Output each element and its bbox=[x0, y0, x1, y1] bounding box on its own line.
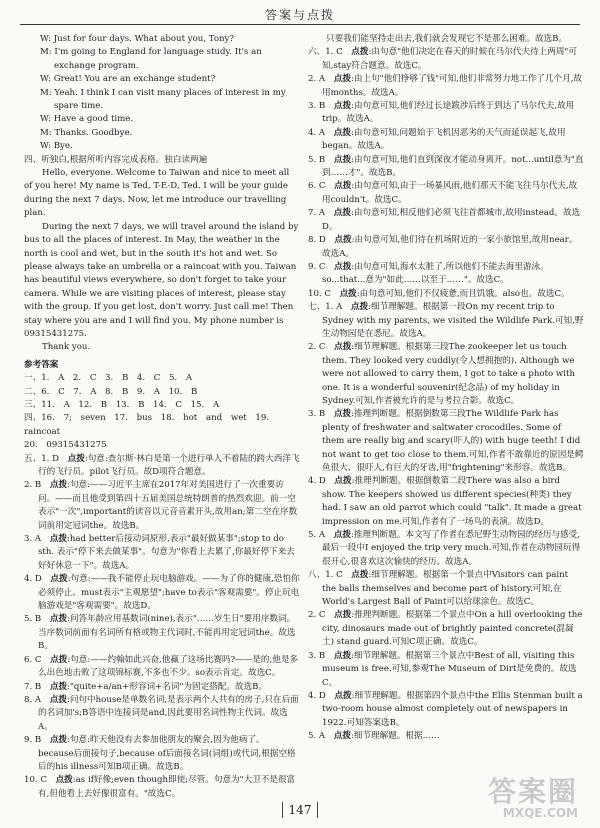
passage-paragraph: Thank you. bbox=[42, 342, 91, 353]
watermark-title: 答案圈 bbox=[487, 775, 578, 808]
hint-marker: 点拨 bbox=[49, 735, 68, 746]
answer-row: 一、1. A 2. C 3. B 4. C 5. A bbox=[24, 373, 193, 384]
hint-marker: 点拨 bbox=[50, 654, 68, 665]
page-number-label: 147 bbox=[282, 802, 319, 818]
answers-title: 参考答案 bbox=[24, 359, 59, 370]
answer-row: 20. 09315431275 bbox=[24, 440, 107, 451]
section-title: 四、听独白,根据所听内容完成表格。独白读两遍 bbox=[24, 154, 208, 165]
explanation-item: 5. B 点拨:由句意可知,他们直到深夜才能动身离开。not...until意为"直到……才"。故选B。 bbox=[308, 154, 584, 179]
explanation-item: 4. D 点拨:推理判断题。根据倒数第二段There was also a bird show. The keepers showed us different species(种类) they had. I saw an old parrot which could "talk". It made a great impression on me.可知,作者有了一场鸟的表演。故选D。 bbox=[308, 476, 582, 527]
hint-marker: 点拨 bbox=[49, 534, 67, 545]
explanation-item: 3. B 点拨:推理判断题。根据倒数第三段The Wildlife Park has plenty of freshwater and saltwater crocodiles. Some of them are really big and scary(吓人的) with huge teeth! I did not want to get too close to them.可知,作者不敢靠近的原因是鳄鱼很大、很吓人,有巨大的牙齿,用"frightening"来形容。故选B。 bbox=[308, 409, 584, 473]
explanation-item: 5. A 点拨:细节理解题。根据…… bbox=[308, 731, 440, 742]
explanation-list bbox=[308, 33, 584, 744]
hint-marker: 点拨 bbox=[334, 342, 352, 353]
hint-marker: 点拨 bbox=[334, 181, 352, 192]
explanation-item: 10. C 点拨:由句意可知,他们不仅疲惫,而且饥饿。also也。故选C。 bbox=[308, 288, 570, 299]
explanation-item: 7. A 点拨:由句意可知,相反他们必须飞往首都城市,故用instead。故选D。 bbox=[308, 208, 581, 232]
hint-marker: 点拨 bbox=[334, 476, 352, 487]
explanation-item: 五、1. D 点拨:句意:查尔斯·林白是第一个进行单人不着陆的跨大西洋飞行的飞行员。pilot飞行员。故D项符合题意。 bbox=[24, 453, 300, 477]
explanation-item: 2. C 点拨:推理判断题。根据第二个景点中On a hill overlooking the city, dinosaurs made out of brightly painted concrete(混凝土) stand guard.可知C项正确。故选C。 bbox=[308, 610, 583, 648]
explanation-item: 3. B 点拨:细节理解题。根据第三个景点中Best of all, visiting this museum is free.可知,参观The Museum of Dirt是免费的。故选C。 bbox=[308, 650, 577, 688]
explanation-item: 八、1. C 点拨:细节理解题。根据第一个景点中Visitors can paint the balls themselves and become part of history.可知,在World's Largest Ball of Paint可以给球涂色。故选C。 bbox=[308, 570, 569, 608]
hint-marker: 点拨 bbox=[351, 570, 369, 581]
hint-marker: 点拨 bbox=[333, 154, 352, 165]
explanation-item: 5. A 点拨:推理判断题。本文写了作者在悉尼野生动物园的经历与感受,最后一段中I enjoyed the trip very much.可知,作者在动物园玩得很开心,很喜欢这次愉快的经历。故选A。 bbox=[308, 530, 581, 567]
answer-row: 二、6. C 7. A 8. B 9. A 10. B bbox=[24, 386, 198, 397]
hint-marker: 点拨 bbox=[50, 574, 68, 585]
passage-paragraph: Hello, everyone. Welcome to Taiwan and nice to meet all of you here! My name is Ted, T-E-D, Ted. I will be your guide during the next 7 days. Now, let me introduce our travelling plan. bbox=[24, 168, 290, 219]
explanation-item: 3. B 点拨:由句意可知,他们经过长途跋涉后终于到达了马尔代夫,故用trip。故选A。 bbox=[308, 101, 575, 125]
explanation-item: 7. B 点拨:"quite+a/an+形容词+名词"为固定搭配。故选B。 bbox=[24, 681, 268, 692]
right-column bbox=[308, 33, 584, 744]
explanation-item: 10. C 点拨:as if好像;even though即使;尽管。句意为"大卫不是很富有,但他看上去好像很富有。"故选C。 bbox=[24, 775, 296, 799]
answer-row: 四、16. 7; seven 17. bus 18. hot and wet 19. raincoat bbox=[24, 413, 270, 437]
hint-marker: 点拨 bbox=[333, 101, 352, 112]
hint-marker: 点拨 bbox=[49, 681, 68, 692]
hint-marker: 点拨 bbox=[333, 74, 351, 85]
hint-marker: 点拨 bbox=[67, 453, 85, 464]
dialogue-line: W: Just for four days. What about you, Tony? bbox=[40, 34, 235, 44]
hint-marker: 点拨 bbox=[339, 288, 357, 299]
header-rule bbox=[20, 24, 580, 25]
explanation-item: 3. A 点拨:had better后接动词原形,表示"最好做某事";stop to do sth. 表示"停下来去做某事"。句意为"你看上去累了,你最好停下来去好好休息一下"。故选A。 bbox=[24, 534, 295, 571]
header-title: 答案与点拨 bbox=[264, 8, 335, 22]
dialogue-line: M: Yeah. I think I can visit many places of interest in my spare time. bbox=[40, 87, 286, 112]
explanation-item: 六、1. C 点拨:由句意"他们决定在春天的时候在马尔代夫待上两周"可知,stay符合题意。故选C。 bbox=[308, 47, 577, 71]
explanation-item: 只要我们能坚持走出去,我们就会发现它不是那么困难。故选B。 bbox=[326, 34, 568, 44]
hint-marker: 点拨 bbox=[350, 302, 369, 313]
hint-marker: 点拨 bbox=[334, 690, 352, 701]
explanation-item: 七、1. A 点拨:细节理解题。根据第一段On my recent trip to Sydney with my parents, we visited the Wildlife Park.可知,野生动物园是在悉尼。故选A。 bbox=[308, 302, 584, 339]
hint-marker: 点拨 bbox=[351, 47, 369, 58]
hint-marker: 点拨 bbox=[49, 480, 68, 491]
hint-marker: 点拨 bbox=[49, 694, 67, 705]
explanation-item: 6. C 点拨:句意:——约翰如此兴奋,他赢了这场比赛吗?——是的,他是多么出色地击败了这项锦标赛,不多也不少。so表示肯定。故选C。 bbox=[24, 654, 299, 679]
explanation-item: 6. C 点拨:由句意可知,由于一场暴风雨,他们那天不能飞往马尔代夫,故用couldn't。故选C。 bbox=[308, 181, 578, 205]
explanation-item: 9. C 点拨:由句意可知,海水太脏了,所以他们不能去海里游泳。so...that...意为"如此……以至于……"。故选C。 bbox=[308, 261, 549, 286]
hint-marker: 点拨 bbox=[334, 261, 352, 272]
explanation-item: 4. D 点拨:细节理解题。根据第四个景点中the Ellis Stenman built a two-room house almost completely out of newspapers in 1922.可知答案选B。 bbox=[308, 690, 583, 728]
passage-paragraph: During the next 7 days, we will travel around the island by bus to all the places of interest. In May, the weather in the north is cool and wet, but in the south it's hot and wet. So please always take an umbrella or a raincoat with you. Taiwan has beautiful views everywhere, so don't forget to take your camera. While we are visiting places of interest, please stay with the group. If you get lost, don't worry. Just call me! Then stay where you are and I will find you. My phone number is 09315431275. bbox=[24, 221, 299, 339]
watermark-url: MXQE.COM bbox=[502, 806, 578, 820]
explanation-item: 2. C 点拨:细节理解题。根据第三段The zookeeper let us touch them. They looked very cuddly(令人想拥抱的). Although we were not allowed to carry them, I got to take a photo with one. It is a wonderful souvenir(纪念品) of my holiday in Sydney.可知,作者被允许的是与考拉合影。故选C。 bbox=[308, 342, 575, 406]
explanation-item: 9. B 点拨:句意:昨天他没有去参加他朋友的聚会,因为他病了。because后面接句子,because of后面接名词(词组)或代词,根据空格后的his illness可知B项正确。故选B。 bbox=[24, 735, 296, 772]
dialogue-line: W: Bye. bbox=[40, 141, 73, 152]
hint-marker: 点拨 bbox=[334, 235, 352, 246]
hint-marker: 点拨 bbox=[333, 731, 351, 742]
hint-marker: 点拨 bbox=[334, 610, 352, 621]
explanation-item: 4. A 点拨:由句意可知,问题始于飞机因恶劣的天气而延误起飞,故用began。故选A。 bbox=[308, 127, 566, 152]
watermark-logo bbox=[487, 775, 578, 820]
answer-list bbox=[24, 372, 300, 452]
hint-marker: 点拨 bbox=[49, 614, 68, 625]
dialogue-block bbox=[24, 33, 300, 154]
explanation-item: 2. A 点拨:由上句"他们挣够了钱"可知,他们非常努力地工作了几个月,故用months。故选A。 bbox=[308, 74, 583, 98]
left-column bbox=[24, 33, 300, 801]
dialogue-line: M: I'm going to England for language study. It's an exchange program. bbox=[40, 47, 262, 71]
explanation-item: 5. B 点拨:问答年龄应用基数词(nine),表示"……岁生日"要用序数词。当序数词前面有名词所有格或物主代词时,不能再用定冠词the。故选B。 bbox=[24, 614, 296, 652]
hint-marker: 点拨 bbox=[55, 775, 73, 786]
explanation-item: 2. B 点拨:句意:——习近平主席在2017年对美国进行了一次重要访问。——而且他受到第四十五届美国总统特朗普的热烈欢迎。前一空表示"一次",important的读音以元音音素开头,故用an;第二空在序数词前用定冠词the。故选B。 bbox=[24, 480, 298, 531]
monologue-passage bbox=[24, 167, 300, 355]
dialogue-line: W: Have a good time. bbox=[40, 114, 134, 125]
dialogue-line: M: Thanks. Goodbye. bbox=[40, 127, 133, 138]
page-header bbox=[0, 6, 600, 30]
dialogue-line: W: Great! You are an exchange student? bbox=[40, 74, 216, 85]
hint-marker: 点拨 bbox=[333, 208, 351, 219]
hint-marker: 点拨 bbox=[333, 409, 352, 420]
explanation-item: 8. D 点拨:由句意可知,他们待在机场附近的一家小旅馆里,故用near。故选A。 bbox=[308, 235, 578, 259]
answer-row: 三、11. A 12. B 13. B 14. C 15. A bbox=[24, 399, 220, 410]
explanation-item: 4. D 点拨:句意:——我不能停止玩电脑游戏。——为了你的健康,恐怕你必须停止。must表示"主观愿望";have to表示"客观需要"。停止玩电脑游戏是"客观需要"。故选D。 bbox=[24, 574, 300, 612]
explanation-item: 8. A 点拨:问句中house是单数名词,是表示两个人共有的房子,只在后面的名词加's;B答语中连接词是and,因此要用名词性物主代词。故选A。 bbox=[24, 694, 299, 732]
explanation-list bbox=[24, 453, 300, 802]
hint-marker: 点拨 bbox=[333, 650, 352, 661]
hint-marker: 点拨 bbox=[333, 127, 351, 138]
hint-marker: 点拨 bbox=[333, 530, 351, 541]
